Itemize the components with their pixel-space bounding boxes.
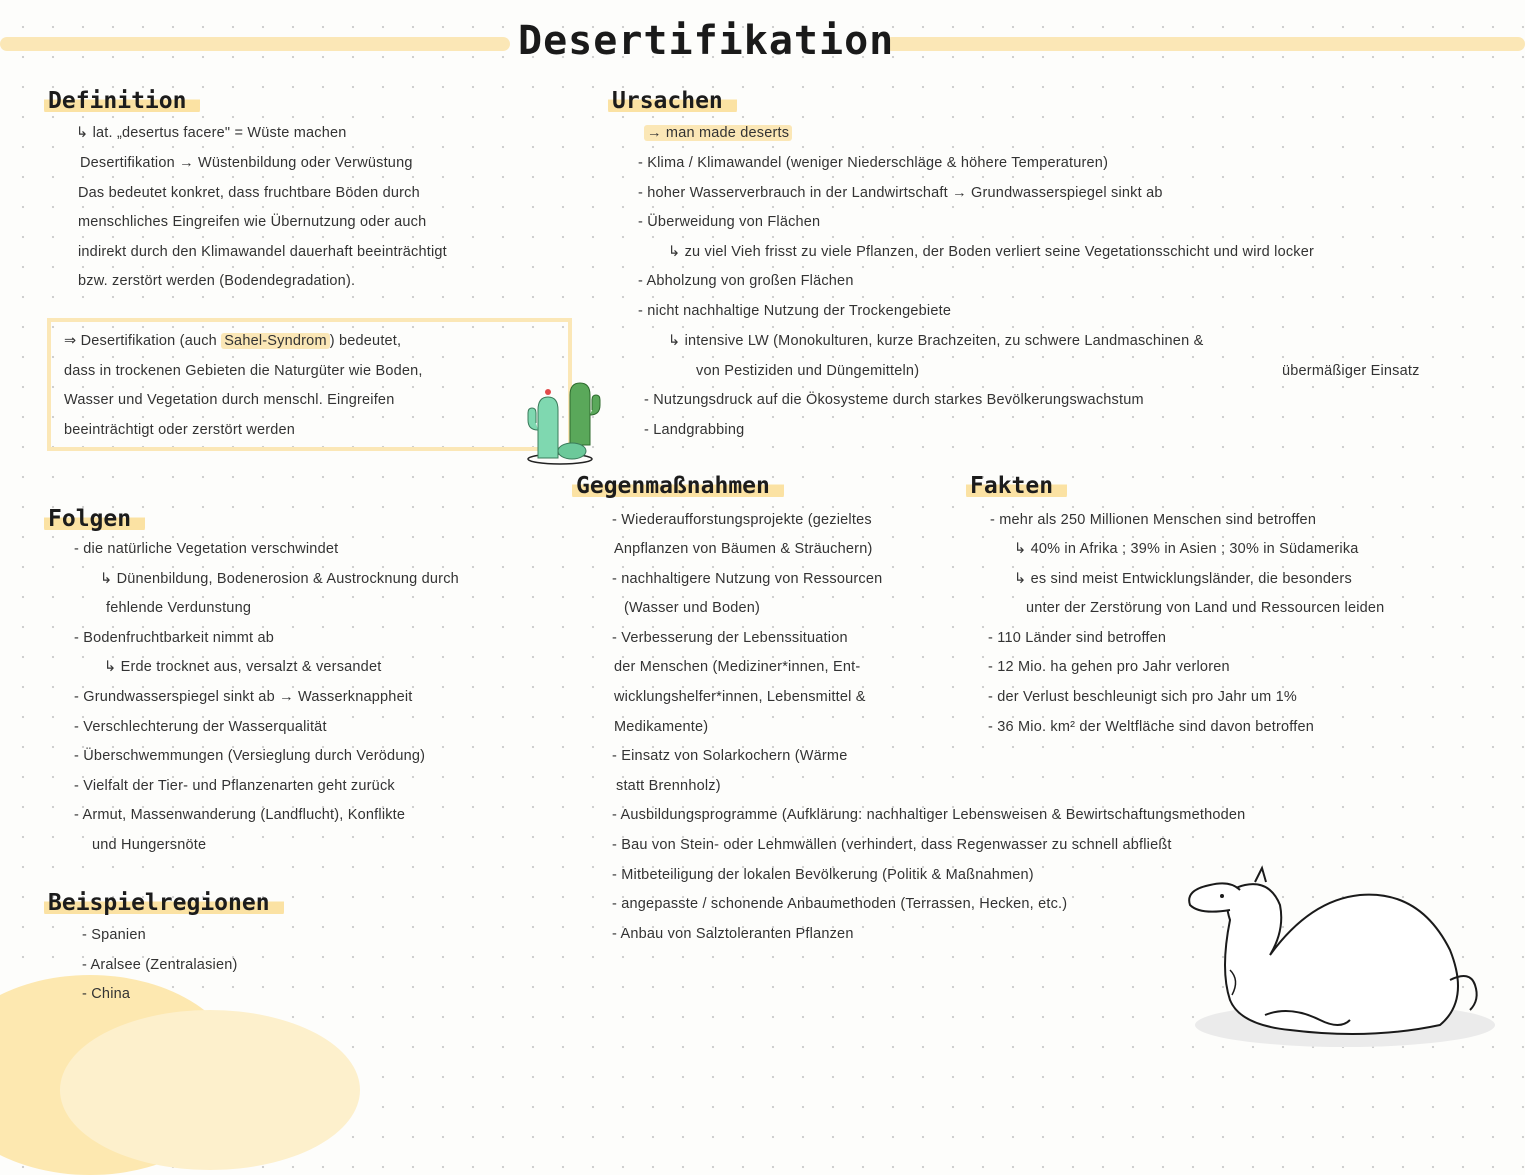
ursachen-line	[644, 125, 792, 141]
ursachen-line: - hoher Wasserverbrauch in der Landwirtschaft → Grundwasserspiegel sinkt ab	[638, 185, 1163, 201]
gegenmassnahmen-line: statt Brennholz)	[616, 778, 721, 794]
ursachen-line: übermäßiger Einsatz	[1282, 363, 1420, 379]
folgen-heading: Folgen	[44, 506, 145, 532]
folgen-line: ↳ Dünenbildung, Bodenerosion & Austrocknung durch	[100, 571, 459, 587]
folgen-line: ↳ Erde trocknet aus, versalzt & versandet	[104, 659, 382, 675]
title-underline-left	[0, 37, 510, 51]
gegenmassnahmen-line: - Verbesserung der Lebenssituation	[612, 630, 848, 646]
decorative-sand-blob-light	[60, 1010, 360, 1170]
definition-box-line-2: dass in trockenen Gebieten die Naturgüter wie Boden,	[64, 363, 423, 379]
fakten-line: - der Verlust beschleunigt sich pro Jahr um 1%	[988, 689, 1298, 705]
gegenmassnahmen-heading: Gegenmaßnahmen	[572, 473, 784, 499]
ursachen-line: - Klima / Klimawandel (weniger Niederschläge & höhere Temperaturen)	[638, 155, 1109, 171]
ursachen-line: ↳ zu viel Vieh frisst zu viele Pflanzen, der Boden verliert seine Vegetationsschicht und wird locker	[668, 244, 1315, 260]
gegenmassnahmen-line: - Wiederaufforstungsprojekte (gezieltes	[612, 512, 872, 528]
definition-line: bzw. zerstört werden (Bodendegradation).	[78, 273, 356, 289]
definition-heading: Definition	[44, 88, 200, 114]
folgen-line: - Verschlechterung der Wasserqualität	[74, 719, 327, 735]
gegenmassnahmen-line: - Anbau von Salztoleranten Pflanzen	[612, 926, 854, 942]
folgen-line: fehlende Verdunstung	[106, 600, 252, 616]
ursachen-line: - Abholzung von großen Flächen	[638, 273, 854, 289]
folgen-line: und Hungersnöte	[92, 837, 207, 853]
ursachen-line: - nicht nachhaltige Nutzung der Trockengebiete	[638, 303, 952, 319]
fakten-line: unter der Zerstörung von Land und Ressourcen leiden	[1026, 600, 1385, 616]
folgen-line: - Überschwemmungen (Versieglung durch Verödung)	[74, 748, 426, 764]
sahel-syndrom-highlight: Sahel-Syndrom	[221, 333, 330, 349]
gegenmassnahmen-line: - angepasste / schonende Anbaumethoden (Terrassen, Hecken, etc.)	[612, 896, 1068, 912]
gegenmassnahmen-line: Anpflanzen von Bäumen & Sträuchern)	[614, 541, 873, 557]
fakten-heading: Fakten	[966, 473, 1067, 499]
camel-icon	[1170, 860, 1510, 1060]
region-item: - China	[82, 986, 131, 1002]
gegenmassnahmen-line: - Ausbildungsprogramme (Aufklärung: nachhaltiger Lebensweisen & Bewirtschaftungsmethoden	[612, 807, 1246, 823]
fakten-line: - mehr als 250 Millionen Menschen sind betroffen	[990, 512, 1317, 528]
gegenmassnahmen-line: der Menschen (Mediziner*innen, Ent-	[614, 659, 861, 675]
folgen-line: - die natürliche Vegetation verschwindet	[74, 541, 339, 557]
ursachen-line: - Nutzungsdruck auf die Ökosysteme durch starkes Bevölkerungswachstum	[644, 392, 1144, 408]
folgen-line: - Bodenfruchtbarkeit nimmt ab	[74, 630, 275, 646]
cactus-icon	[520, 375, 610, 467]
gegenmassnahmen-line: Medikamente)	[614, 719, 709, 735]
definition-box-text: ⇒ Desertifikation (auch	[64, 333, 222, 349]
definition-line: ↳ lat. „desertus facere" = Wüste machen	[76, 125, 347, 141]
man-made-deserts-highlight: → man made deserts	[644, 125, 792, 141]
definition-box-text: ) bedeutet,	[329, 333, 402, 349]
ursachen-line: - Überweidung von Flächen	[638, 214, 821, 230]
gegenmassnahmen-line: - nachhaltigere Nutzung von Ressourcen	[612, 571, 883, 587]
definition-box-line-1	[64, 333, 401, 349]
page-title: Desertifikation	[518, 18, 895, 64]
beispielregionen-heading: Beispielregionen	[44, 890, 284, 916]
gegenmassnahmen-line: - Einsatz von Solarkochern (Wärme	[612, 748, 848, 764]
ursachen-line: von Pestiziden und Düngemitteln)	[696, 363, 920, 379]
gegenmassnahmen-line: (Wasser und Boden)	[624, 600, 761, 616]
ursachen-line: ↳ intensive LW (Monokulturen, kurze Brachzeiten, zu schwere Landmaschinen &	[668, 333, 1204, 349]
definition-line: Das bedeutet konkret, dass fruchtbare Böden durch	[78, 185, 420, 201]
fakten-line: ↳ es sind meist Entwicklungsländer, die besonders	[1014, 571, 1352, 587]
folgen-line: - Vielfalt der Tier- und Pflanzenarten geht zurück	[74, 778, 395, 794]
definition-box-line-3: Wasser und Vegetation durch menschl. Eingreifen	[64, 392, 395, 408]
gegenmassnahmen-line: wicklungshelfer*innen, Lebensmittel &	[614, 689, 866, 705]
gegenmassnahmen-line: - Mitbeteiligung der lokalen Bevölkerung (Politik & Maßnahmen)	[612, 867, 1034, 883]
region-item: - Spanien	[82, 927, 146, 943]
definition-box-line-4: beeinträchtigt oder zerstört werden	[64, 422, 296, 438]
definition-line: Desertifikation → Wüstenbildung oder Verwüstung	[80, 155, 413, 171]
fakten-line: - 110 Länder sind betroffen	[988, 630, 1167, 646]
fakten-line: - 12 Mio. ha gehen pro Jahr verloren	[988, 659, 1230, 675]
gegenmassnahmen-line: - Bau von Stein- oder Lehmwällen (verhindert, dass Regenwasser zu schnell abfließt	[612, 837, 1172, 853]
folgen-line: - Armut, Massenwanderung (Landflucht), Konflikte	[74, 807, 406, 823]
ursachen-line: - Landgrabbing	[644, 422, 745, 438]
region-item: - Aralsee (Zentralasien)	[82, 957, 238, 973]
title-underline-right	[885, 37, 1525, 51]
fakten-line: - 36 Mio. km² der Weltfläche sind davon betroffen	[988, 719, 1315, 735]
definition-line: indirekt durch den Klimawandel dauerhaft beeinträchtigt	[78, 244, 447, 260]
definition-line: menschliches Eingreifen wie Übernutzung oder auch	[78, 214, 427, 230]
folgen-line: - Grundwasserspiegel sinkt ab → Wasserknappheit	[74, 689, 413, 705]
fakten-line: ↳ 40% in Afrika ; 39% in Asien ; 30% in Südamerika	[1014, 541, 1359, 557]
ursachen-heading: Ursachen	[608, 88, 737, 114]
